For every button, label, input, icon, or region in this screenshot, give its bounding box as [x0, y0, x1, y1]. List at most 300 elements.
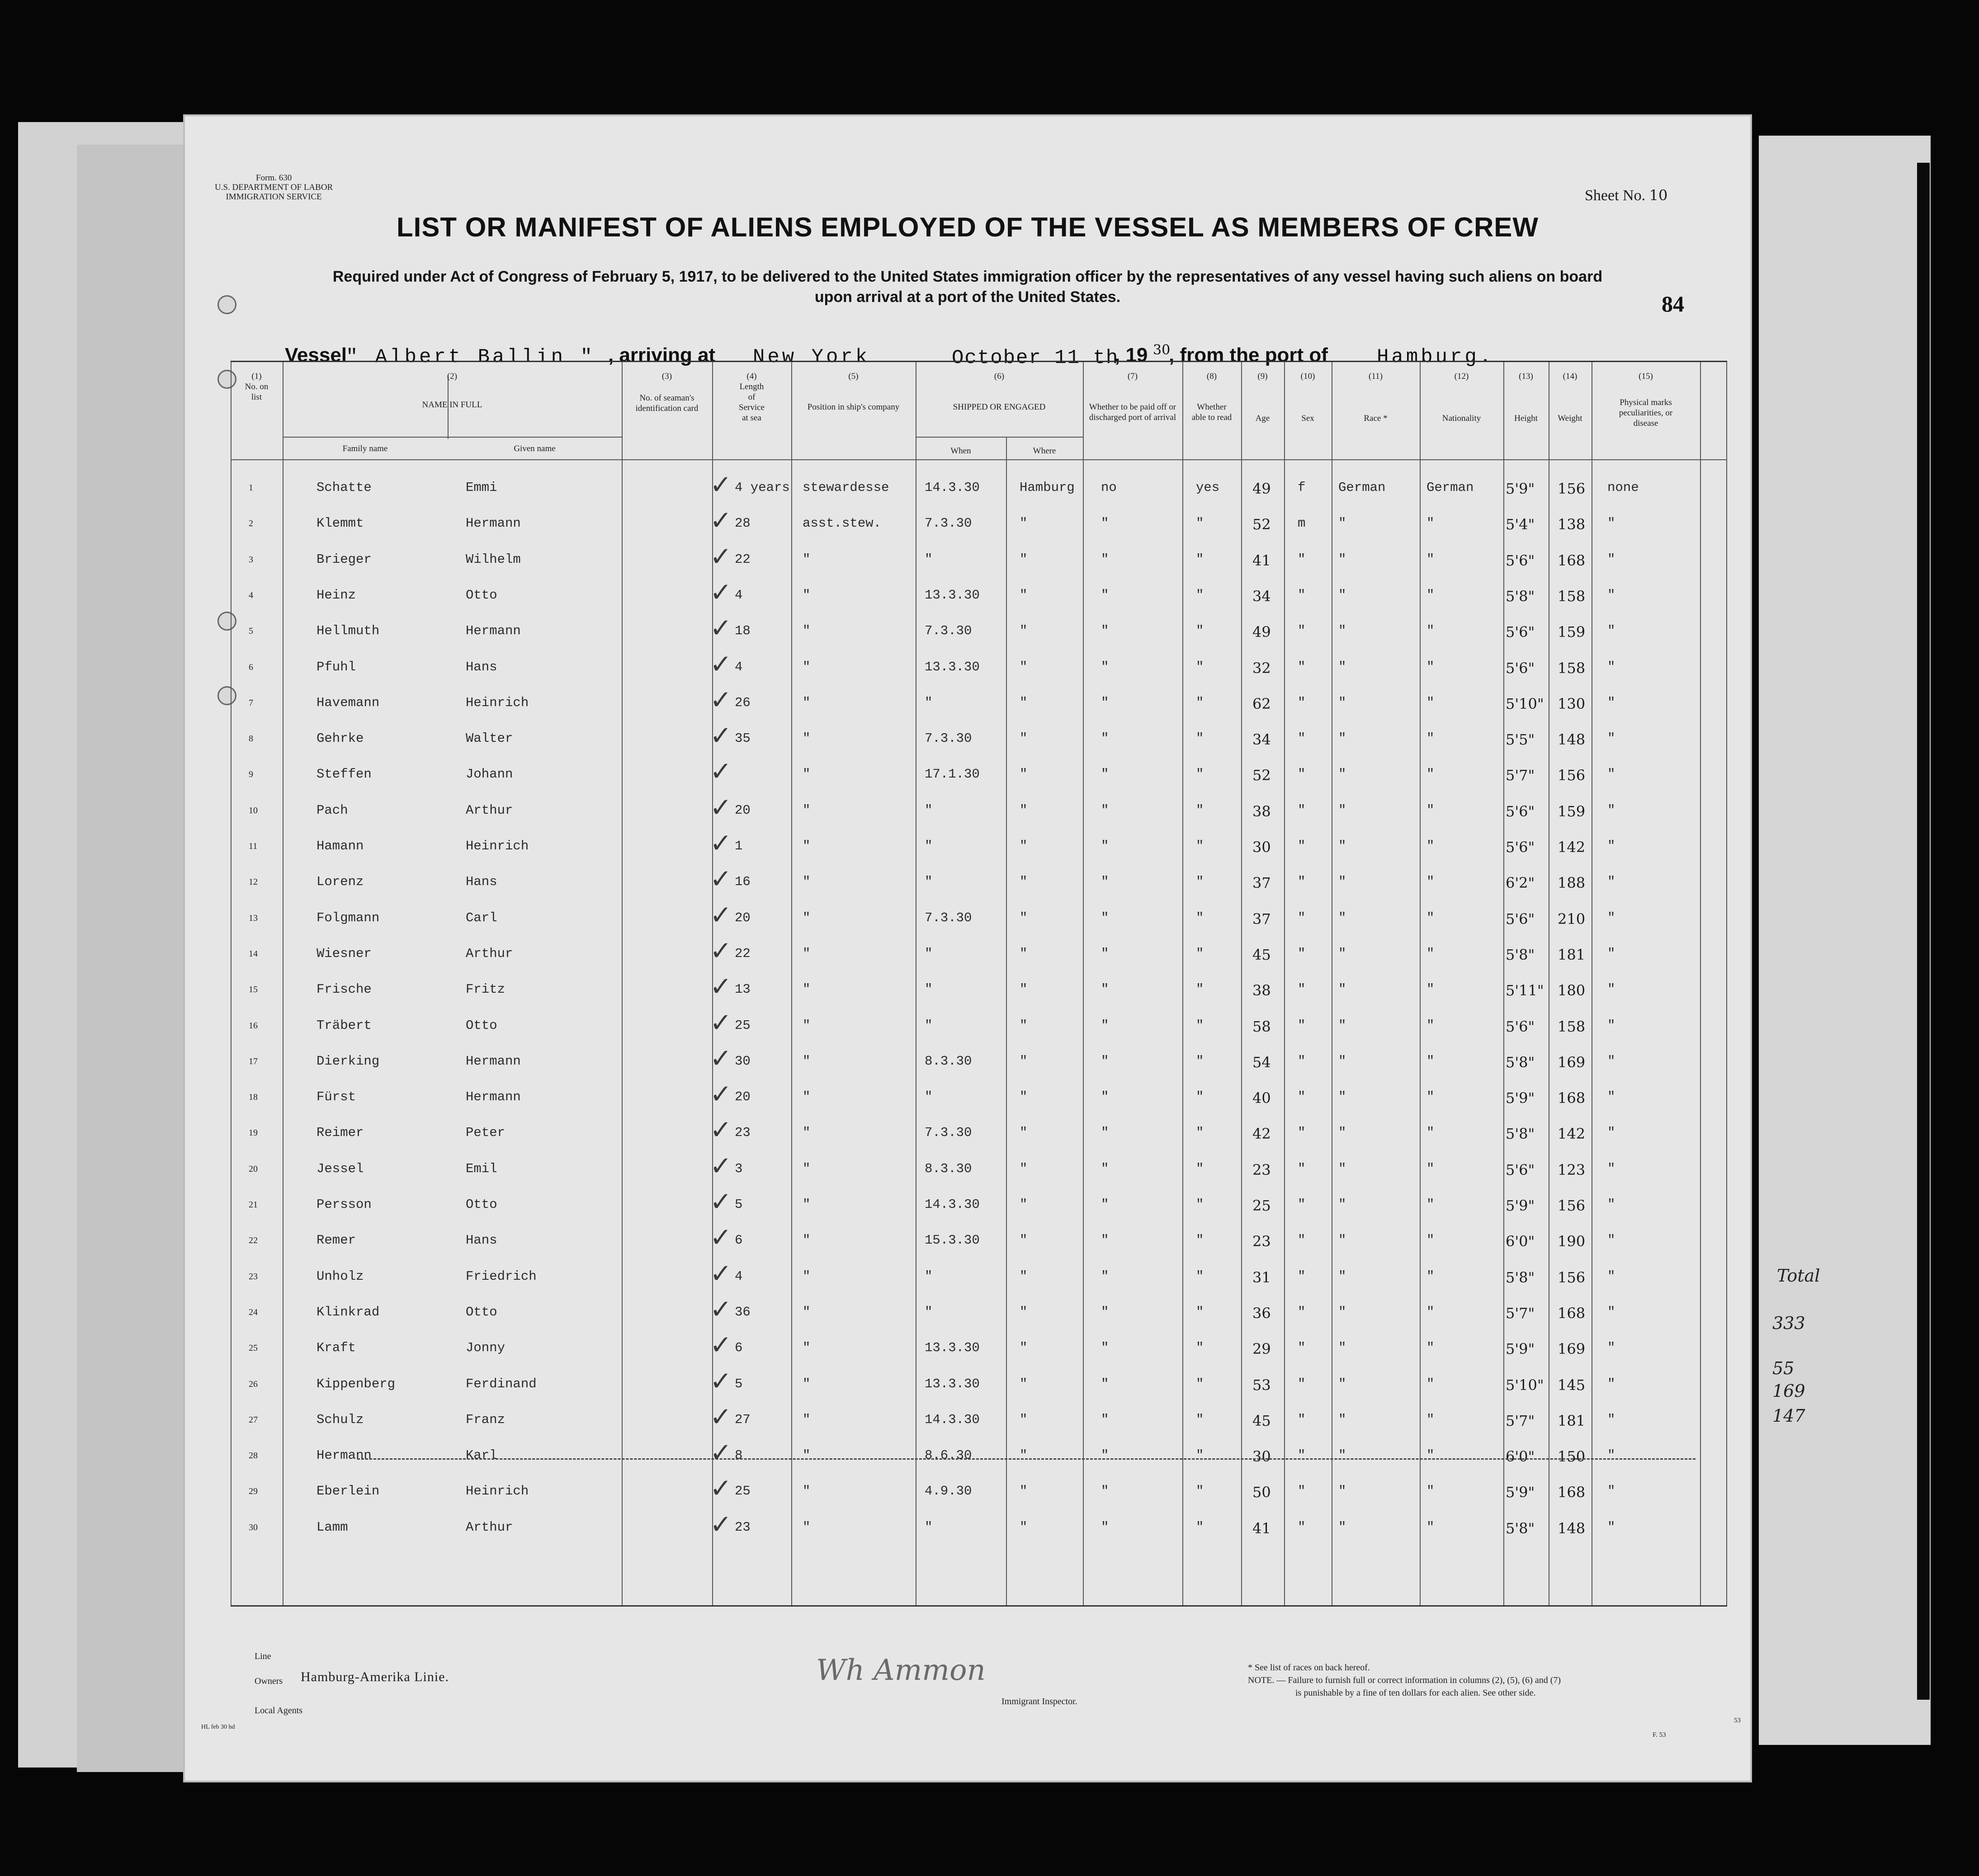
paid-off-cell: " [1101, 1340, 1109, 1356]
position-cell: " [803, 731, 811, 746]
paid-off-cell: " [1101, 767, 1109, 782]
sex-cell: " [1298, 982, 1306, 997]
physical-marks-cell: " [1607, 516, 1615, 531]
family-name-cell: Pfuhl [316, 659, 356, 674]
physical-marks-cell: " [1607, 1161, 1615, 1176]
manifest-table [231, 361, 1727, 1607]
position-cell: " [803, 1233, 811, 1248]
physical-marks-cell: " [1607, 1340, 1615, 1356]
nationality-cell: " [1426, 1018, 1435, 1033]
column-number: (4) [746, 372, 757, 381]
weight-cell: 156 [1558, 1268, 1586, 1286]
shipped-where-cell: " [1020, 802, 1028, 818]
nationality-cell: " [1426, 1233, 1435, 1248]
shipped-where-cell: " [1020, 1268, 1028, 1284]
nationality-cell: " [1426, 767, 1435, 782]
table-row [231, 756, 1727, 800]
nationality-cell: " [1426, 1053, 1435, 1069]
position-cell: " [803, 1125, 811, 1141]
physical-marks-cell: " [1607, 1519, 1615, 1535]
service-name: IMMIGRATION SERVICE [226, 192, 322, 202]
given-name-cell: Heinrich [466, 839, 529, 853]
physical-marks-cell: " [1607, 1376, 1615, 1391]
line-label: Line [255, 1651, 271, 1661]
race-cell: " [1338, 1089, 1346, 1105]
able-to-read-cell: " [1196, 1268, 1204, 1284]
given-name-cell: Jonny [466, 1340, 505, 1356]
shipped-when-cell: " [925, 1519, 933, 1535]
age-cell: 54 [1252, 1053, 1271, 1071]
family-name-cell: Remer [316, 1233, 356, 1248]
shipped-where-cell: " [1020, 1125, 1028, 1141]
shipped-when-cell: 7.3.30 [925, 516, 972, 531]
physical-marks-cell: " [1607, 695, 1615, 710]
table-row [231, 613, 1727, 657]
check-mark-icon: ✓ [710, 756, 732, 787]
weight-cell: 188 [1558, 874, 1586, 892]
service-length-cell: 18 [735, 623, 751, 639]
service-length-cell: 20 [735, 802, 751, 818]
height-cell: 5'7" [1506, 767, 1535, 784]
paid-off-cell: no [1101, 480, 1117, 495]
shipped-where-cell: " [1020, 516, 1028, 531]
physical-marks-cell: " [1607, 767, 1615, 782]
able-to-read-cell: " [1196, 659, 1204, 674]
service-length-cell: 4 years [735, 480, 790, 495]
shipped-where-cell: " [1020, 767, 1028, 782]
family-name-cell: Havemann [316, 695, 380, 710]
column-label: Age [1255, 414, 1270, 423]
closing-rule [357, 1458, 1696, 1460]
column-label: Height [1514, 414, 1538, 423]
tally-label: Total [1777, 1266, 1820, 1286]
sex-cell: " [1298, 1376, 1306, 1391]
shipped-when-cell: 17.1.30 [925, 767, 980, 782]
check-mark-icon: ✓ [710, 792, 732, 823]
sex-cell: " [1298, 839, 1306, 853]
family-name-cell: Kippenberg [316, 1376, 396, 1391]
able-to-read-cell: " [1196, 623, 1204, 639]
family-name-cell: Träbert [316, 1018, 372, 1033]
physical-marks-cell: " [1607, 1089, 1615, 1105]
check-mark-icon: ✓ [710, 505, 732, 536]
given-name-cell: Peter [466, 1125, 505, 1141]
family-name-cell: Steffen [316, 767, 372, 782]
position-cell: " [803, 1197, 811, 1212]
given-name-cell: Ferdinand [466, 1376, 537, 1391]
column-number: (11) [1369, 372, 1383, 381]
origin-port: Hamburg. [1377, 346, 1494, 368]
weight-cell: 168 [1558, 551, 1586, 569]
sex-cell: " [1298, 1412, 1306, 1427]
check-mark-icon: ✓ [710, 1222, 732, 1253]
age-cell: 50 [1252, 1484, 1271, 1501]
nationality-cell: " [1426, 1519, 1435, 1535]
height-cell: 5'11" [1506, 982, 1544, 999]
sex-cell: " [1298, 659, 1306, 674]
sex-cell: " [1298, 623, 1306, 639]
position-cell: " [803, 1268, 811, 1284]
row-number: 1 [249, 483, 253, 493]
given-name-cell: Heinrich [466, 1484, 529, 1499]
sex-cell: " [1298, 1125, 1306, 1141]
given-name-cell: Hermann [466, 1089, 521, 1105]
sex-cell: " [1298, 1519, 1306, 1535]
age-cell: 32 [1252, 659, 1271, 677]
height-cell: 5'9" [1506, 480, 1535, 497]
table-row [231, 1508, 1727, 1553]
shipped-where-cell: " [1020, 874, 1028, 890]
physical-marks-cell: " [1607, 1125, 1615, 1141]
shipped-where-cell: " [1020, 731, 1028, 746]
nationality-cell: " [1426, 516, 1435, 531]
physical-marks-cell: " [1607, 659, 1615, 674]
immigrant-inspector-label: Immigrant Inspector. [1001, 1697, 1077, 1706]
position-cell: " [803, 695, 811, 710]
row-number: 7 [249, 698, 253, 708]
shipped-where-cell: " [1020, 1484, 1028, 1499]
check-mark-icon: ✓ [710, 1114, 732, 1145]
shipped-when-cell: 7.3.30 [925, 910, 972, 925]
paid-off-cell: " [1101, 516, 1109, 531]
shipped-when-cell: 8.3.30 [925, 1161, 972, 1176]
race-cell: " [1338, 982, 1346, 997]
row-number: 12 [249, 877, 258, 887]
sex-cell: " [1298, 587, 1306, 603]
nationality-cell: " [1426, 731, 1435, 746]
weight-cell: 169 [1558, 1340, 1586, 1358]
weight-cell: 156 [1558, 767, 1586, 784]
weight-cell: 169 [1558, 1053, 1586, 1071]
family-name-cell: Folgmann [316, 910, 380, 925]
weight-cell: 159 [1558, 802, 1586, 820]
arriving-label: , arriving at [608, 344, 716, 366]
family-name-cell: Gehrke [316, 731, 364, 746]
form-identifier [215, 173, 333, 202]
physical-marks-cell: " [1607, 982, 1615, 997]
given-name-cell: Otto [466, 1197, 497, 1212]
service-length-cell: 22 [735, 551, 751, 567]
table-row [231, 1114, 1727, 1159]
given-name-cell: Hans [466, 659, 497, 674]
family-name-cell: Unholz [316, 1268, 364, 1284]
page-number: 84 [1662, 291, 1684, 316]
able-to-read-cell: " [1196, 1053, 1204, 1069]
age-cell: 45 [1252, 946, 1271, 963]
nationality-cell: " [1426, 910, 1435, 925]
shipped-where-cell: " [1020, 623, 1028, 639]
shipped-when-cell: 8.3.30 [925, 1053, 972, 1069]
family-name-cell: Fürst [316, 1089, 356, 1105]
age-cell: 30 [1252, 839, 1271, 856]
shipped-where-cell: " [1020, 1053, 1028, 1069]
given-name-cell: Otto [466, 1018, 497, 1033]
race-cell: " [1338, 1197, 1346, 1212]
table-row [231, 792, 1727, 836]
nationality-cell: " [1426, 1484, 1435, 1499]
able-to-read-cell: " [1196, 1376, 1204, 1391]
physical-marks-cell: none [1607, 480, 1639, 495]
height-cell: 5'9" [1506, 1089, 1535, 1107]
row-number: 24 [249, 1307, 258, 1317]
table-row [231, 541, 1727, 585]
table-row [231, 1293, 1727, 1338]
service-length-cell: 25 [735, 1018, 751, 1033]
able-to-read-cell: " [1196, 1304, 1204, 1320]
row-number: 20 [249, 1164, 258, 1174]
page-subtitle: Required under Act of Congress of February 5, 1917, to be delivered to the United States immigration officer by the representatives of any vessel having such aliens on board [332, 268, 1603, 285]
row-number: 25 [249, 1343, 258, 1353]
race-cell: " [1338, 946, 1346, 961]
shipped-when-cell: " [925, 551, 933, 567]
height-cell: 5'8" [1506, 1268, 1535, 1286]
position-cell: " [803, 587, 811, 603]
age-cell: 37 [1252, 910, 1271, 928]
header-position [791, 371, 916, 412]
row-number: 6 [249, 662, 253, 672]
row-number: 26 [249, 1379, 258, 1389]
shipped-when-cell: " [925, 1089, 933, 1105]
weight-cell: 145 [1558, 1376, 1586, 1394]
given-name-cell: Otto [466, 587, 497, 603]
shipped-when-cell: " [925, 695, 933, 710]
shipped-when-cell: " [925, 1304, 933, 1320]
shipped-where-cell: " [1020, 659, 1028, 674]
column-number: (3) [661, 372, 672, 381]
position-cell: " [803, 910, 811, 925]
service-length-cell: 25 [735, 1484, 751, 1499]
paid-off-cell: " [1101, 1268, 1109, 1284]
sex-cell: " [1298, 874, 1306, 890]
race-cell: " [1338, 1484, 1346, 1499]
height-cell: 5'8" [1506, 587, 1535, 605]
check-mark-icon: ✓ [710, 1329, 732, 1361]
table-row [231, 1473, 1727, 1517]
age-cell: 38 [1252, 982, 1271, 999]
race-cell: " [1338, 551, 1346, 567]
nationality-cell: " [1426, 659, 1435, 674]
able-to-read-cell: " [1196, 551, 1204, 567]
position-cell: " [803, 982, 811, 997]
family-name-cell: Hamann [316, 839, 364, 853]
race-cell: " [1338, 1018, 1346, 1033]
shipped-when-cell: 7.3.30 [925, 623, 972, 639]
given-name-cell: Carl [466, 910, 497, 925]
height-cell: 5'6" [1506, 551, 1535, 569]
header-no-on-list [231, 371, 283, 402]
paid-off-cell: " [1101, 1161, 1109, 1176]
punch-hole [217, 295, 236, 314]
given-name-cell: Arthur [466, 1519, 513, 1535]
column-number: (7) [1127, 372, 1138, 381]
shipped-where-cell: " [1020, 1448, 1028, 1463]
service-length-cell: 36 [735, 1304, 751, 1320]
height-cell: 5'8" [1506, 1053, 1535, 1071]
header-paid-off [1083, 371, 1182, 423]
able-to-read-cell: " [1196, 1484, 1204, 1499]
paid-off-cell: " [1101, 946, 1109, 961]
paid-off-cell: " [1101, 1412, 1109, 1427]
column-label: No. of seaman's identification card [635, 393, 699, 413]
shipped-when-cell: " [925, 982, 933, 997]
column-number: (1) [251, 372, 262, 381]
check-mark-icon: ✓ [710, 1401, 732, 1432]
position-cell: " [803, 659, 811, 674]
tally-value: 147 [1772, 1406, 1805, 1426]
table-row [231, 863, 1727, 908]
service-length-cell: 6 [735, 1340, 743, 1356]
age-cell: 53 [1252, 1376, 1271, 1394]
table-row [231, 899, 1727, 944]
sex-cell: " [1298, 1304, 1306, 1320]
age-cell: 41 [1252, 551, 1271, 569]
sex-cell: " [1298, 1233, 1306, 1248]
form-code: F. 53 [1653, 1731, 1666, 1739]
given-name-cell: Wilhelm [466, 551, 521, 567]
position-cell: " [803, 1340, 811, 1356]
check-mark-icon: ✓ [710, 828, 732, 858]
row-number: 23 [249, 1271, 258, 1282]
service-length-cell: 28 [735, 516, 751, 531]
given-name-cell: Johann [466, 767, 513, 782]
family-name-cell: Schatte [316, 480, 372, 495]
owners-value: Hamburg-Amerika Linie. [301, 1669, 449, 1684]
family-name-cell: Frische [316, 982, 372, 997]
race-cell: " [1338, 910, 1346, 925]
sex-cell: " [1298, 1161, 1306, 1176]
paid-off-cell: " [1101, 1197, 1109, 1212]
races-note: * See list of races on back hereof. [1248, 1663, 1370, 1673]
check-mark-icon: ✓ [710, 1042, 732, 1074]
physical-marks-cell: " [1607, 946, 1615, 961]
table-row [231, 469, 1727, 514]
check-mark-icon: ✓ [710, 720, 732, 751]
race-cell: " [1338, 1053, 1346, 1069]
physical-marks-cell: " [1607, 1018, 1615, 1033]
column-number: (9) [1257, 372, 1268, 381]
shipped-where-cell: " [1020, 587, 1028, 603]
age-cell: 37 [1252, 874, 1271, 892]
weight-cell: 180 [1558, 982, 1586, 999]
table-row [231, 1042, 1727, 1087]
family-name-cell: Persson [316, 1197, 372, 1212]
row-number: 27 [249, 1414, 258, 1425]
able-to-read-cell: " [1196, 1161, 1204, 1176]
weight-cell: 158 [1558, 587, 1586, 605]
paid-off-cell: " [1101, 1053, 1109, 1069]
able-to-read-cell: " [1196, 839, 1204, 853]
position-cell: " [803, 839, 811, 853]
family-name-cell: Dierking [316, 1053, 380, 1069]
paid-off-cell: " [1101, 731, 1109, 746]
row-number: 18 [249, 1092, 258, 1103]
family-name-cell: Wiesner [316, 946, 372, 961]
nationality-cell: " [1426, 1161, 1435, 1176]
race-cell: " [1338, 1268, 1346, 1284]
age-cell: 42 [1252, 1125, 1271, 1143]
sex-cell: f [1298, 480, 1306, 495]
check-mark-icon: ✓ [710, 1473, 732, 1504]
row-number: 10 [249, 805, 258, 815]
paid-off-cell: " [1101, 1233, 1109, 1248]
shipped-when-cell: 4.9.30 [925, 1484, 972, 1499]
sex-cell: " [1298, 802, 1306, 818]
service-length-cell: 27 [735, 1412, 751, 1427]
position-cell: " [803, 1448, 811, 1463]
check-mark-icon: ✓ [710, 1437, 732, 1468]
physical-marks-cell: " [1607, 587, 1615, 603]
column-number: (5) [848, 372, 859, 381]
service-length-cell: 20 [735, 1089, 751, 1105]
service-length-cell: 22 [735, 946, 751, 961]
row-number: 28 [249, 1451, 258, 1461]
nationality-cell: " [1426, 1340, 1435, 1356]
check-mark-icon: ✓ [710, 971, 732, 1002]
height-cell: 5'8" [1506, 1125, 1535, 1143]
service-length-cell: 4 [735, 587, 743, 603]
shipped-where-cell: " [1020, 1089, 1028, 1105]
check-mark-icon: ✓ [710, 469, 732, 500]
arrival-date: October 11 th [952, 347, 1119, 369]
row-number: 3 [249, 554, 253, 565]
position-cell: " [803, 767, 811, 782]
given-name-cell: Hans [466, 1233, 497, 1248]
able-to-read-cell: " [1196, 587, 1204, 603]
able-to-read-cell: " [1196, 767, 1204, 782]
family-name-cell: Heinz [316, 587, 356, 603]
column-label: Nationality [1442, 414, 1481, 423]
shipped-where-cell: " [1020, 839, 1028, 853]
table-row [231, 505, 1727, 549]
header-weight [1549, 371, 1592, 424]
check-mark-icon: ✓ [710, 1150, 732, 1181]
family-name-cell: Brieger [316, 551, 372, 567]
year-prefix: , 19 [1115, 344, 1148, 366]
service-length-cell: 8 [735, 1448, 743, 1463]
position-cell: " [803, 1018, 811, 1033]
paid-off-cell: " [1101, 982, 1109, 997]
race-cell: " [1338, 802, 1346, 818]
sheet-label: Sheet No. [1585, 187, 1646, 204]
sex-cell: " [1298, 1197, 1306, 1212]
given-name-cell: Emil [466, 1161, 497, 1176]
column-number: (6) [994, 372, 1005, 381]
shipped-when-cell: 14.3.30 [925, 1412, 980, 1427]
paid-off-cell: " [1101, 802, 1109, 818]
column-number: (2) [447, 372, 458, 381]
race-cell: " [1338, 1412, 1346, 1427]
shipped-when-cell: 13.3.30 [925, 587, 980, 603]
paid-off-cell: " [1101, 1448, 1109, 1463]
tally-value: 333 [1772, 1313, 1805, 1333]
age-cell: 23 [1252, 1161, 1271, 1178]
shipped-where-cell: " [1020, 1340, 1028, 1356]
header-given-name: Given name [514, 444, 556, 453]
family-name-cell: Pach [316, 802, 348, 818]
row-number: 15 [249, 985, 258, 995]
nationality-cell: " [1426, 551, 1435, 567]
table-row [231, 935, 1727, 980]
height-cell: 5'6" [1506, 623, 1535, 641]
weight-cell: 158 [1558, 1018, 1586, 1035]
race-cell: " [1338, 587, 1346, 603]
family-name-cell: Jessel [316, 1161, 364, 1176]
age-cell: 52 [1252, 516, 1271, 533]
shipped-where-cell: " [1020, 982, 1028, 997]
local-agents-label: Local Agents [255, 1706, 303, 1716]
table-row [231, 1007, 1727, 1051]
shipped-when-cell: 14.3.30 [925, 1197, 980, 1212]
